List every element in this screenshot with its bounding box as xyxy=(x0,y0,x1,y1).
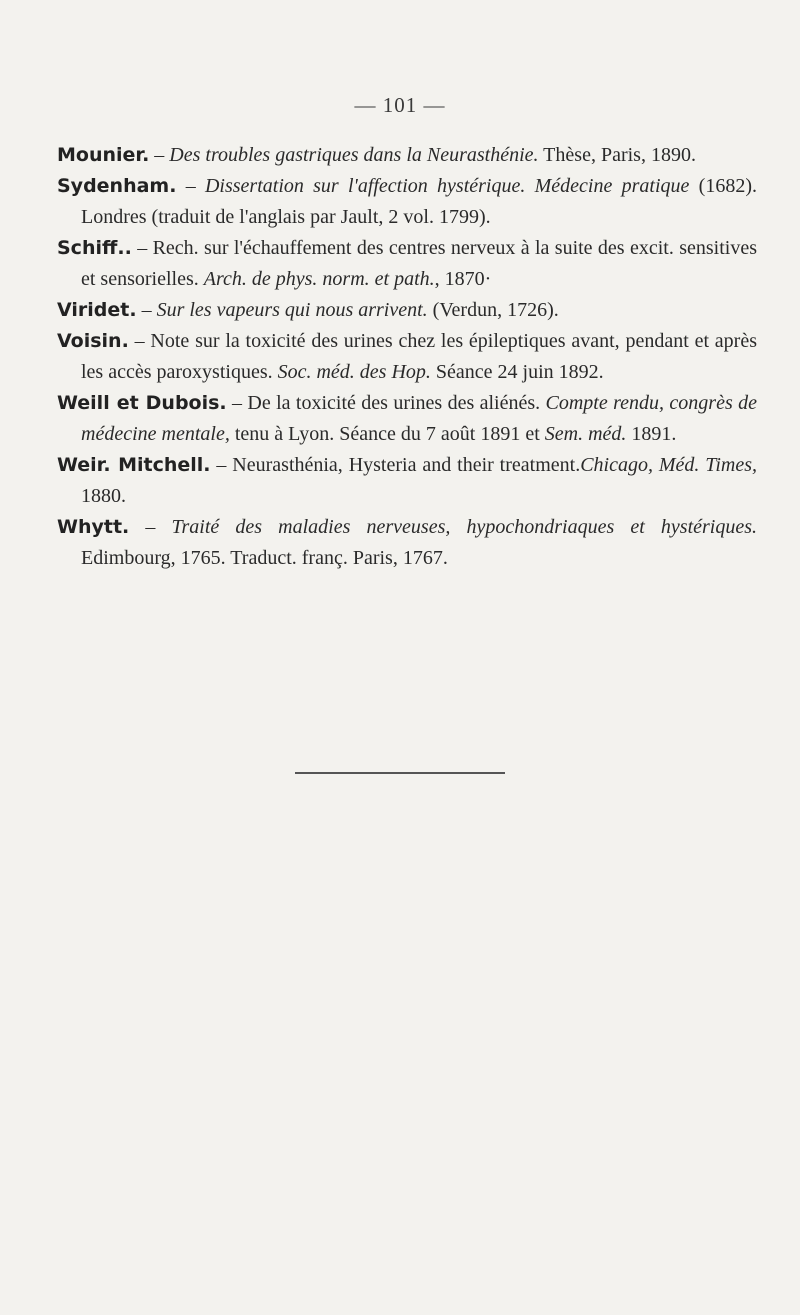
entry-text: 1891. xyxy=(626,423,677,445)
bibliography-entry xyxy=(57,326,757,388)
bibliography-entry xyxy=(57,512,757,574)
entry-text: Edimbourg, 1765. Traduct. franç. Paris, 1767. xyxy=(81,547,448,569)
bibliography-entry xyxy=(57,295,757,326)
entry-text: Thèse, Paris, 1890. xyxy=(538,144,696,166)
entry-title: Dissertation sur l'affection hystérique. Médecine pratique xyxy=(204,175,690,197)
entry-author: Weir. Mitchell. xyxy=(57,454,211,476)
entry-title: Sem. méd. xyxy=(544,423,627,445)
entry-author: Voisin. xyxy=(57,330,129,352)
end-rule xyxy=(295,772,505,774)
entry-author: Viridet. xyxy=(57,299,137,321)
entry-author: Whytt. xyxy=(57,516,130,538)
entry-title: Arch. de phys. norm. et path. xyxy=(203,268,435,290)
entry-title: Compte rendu, congrès de médecine mentale, xyxy=(81,392,757,445)
entry-text: – xyxy=(129,516,172,538)
entry-author: Weill et Dubois. xyxy=(57,392,227,414)
entry-text: – xyxy=(136,299,157,321)
entry-title: Sur les vapeurs qui nous arrivent. xyxy=(156,299,428,321)
entry-title: Soc. méd. des Hop. xyxy=(277,361,431,383)
entry-text: tenu à Lyon. Séance du 7 août 1891 et xyxy=(229,423,545,445)
page-number: — 101 — xyxy=(354,93,446,117)
entry-text: (Verdun, 1726). xyxy=(427,299,559,321)
entry-text: – Neurasthénia, Hysteria and their treatment. xyxy=(210,454,581,476)
entry-text: – xyxy=(149,144,170,166)
entry-author: Sydenham. xyxy=(57,175,177,197)
entry-author: Mounier. xyxy=(57,144,150,166)
entry-text: Séance 24 juin 1892. xyxy=(430,361,604,383)
bibliography-entry xyxy=(57,171,757,233)
entry-title: Traité des maladies nerveuses, hypochondriaques et hystériques. xyxy=(171,516,757,538)
entry-title: Des troubles gastriques dans la Neurasthénie. xyxy=(169,144,539,166)
bibliography-entry xyxy=(57,450,757,512)
entry-text: 1880. xyxy=(81,485,126,507)
entry-text: – xyxy=(176,175,205,197)
bibliography-entry xyxy=(57,140,757,171)
entry-text: – De la toxicité des urines des aliénés. xyxy=(226,392,546,414)
entry-text: , 1870· xyxy=(434,268,492,290)
entry-text: (1682). Londres (traduit de l'anglais par Jault, 2 vol. 1799). xyxy=(81,175,757,228)
entry-author: Schiff.. xyxy=(57,237,132,259)
bibliography-list xyxy=(57,140,757,574)
entry-text: – Rech. sur l'échauffement des centres nerveux à la suite des excit. sensitives et sensorielles. xyxy=(81,237,757,290)
entry-title: Chicago, Méd. Times, xyxy=(580,454,757,476)
bibliography-entry xyxy=(57,388,757,450)
entry-text: – Note sur la toxicité des urines chez les épileptiques avant, pendant et après les accès paroxystiques. xyxy=(81,330,757,383)
bibliography-entry xyxy=(57,233,757,295)
